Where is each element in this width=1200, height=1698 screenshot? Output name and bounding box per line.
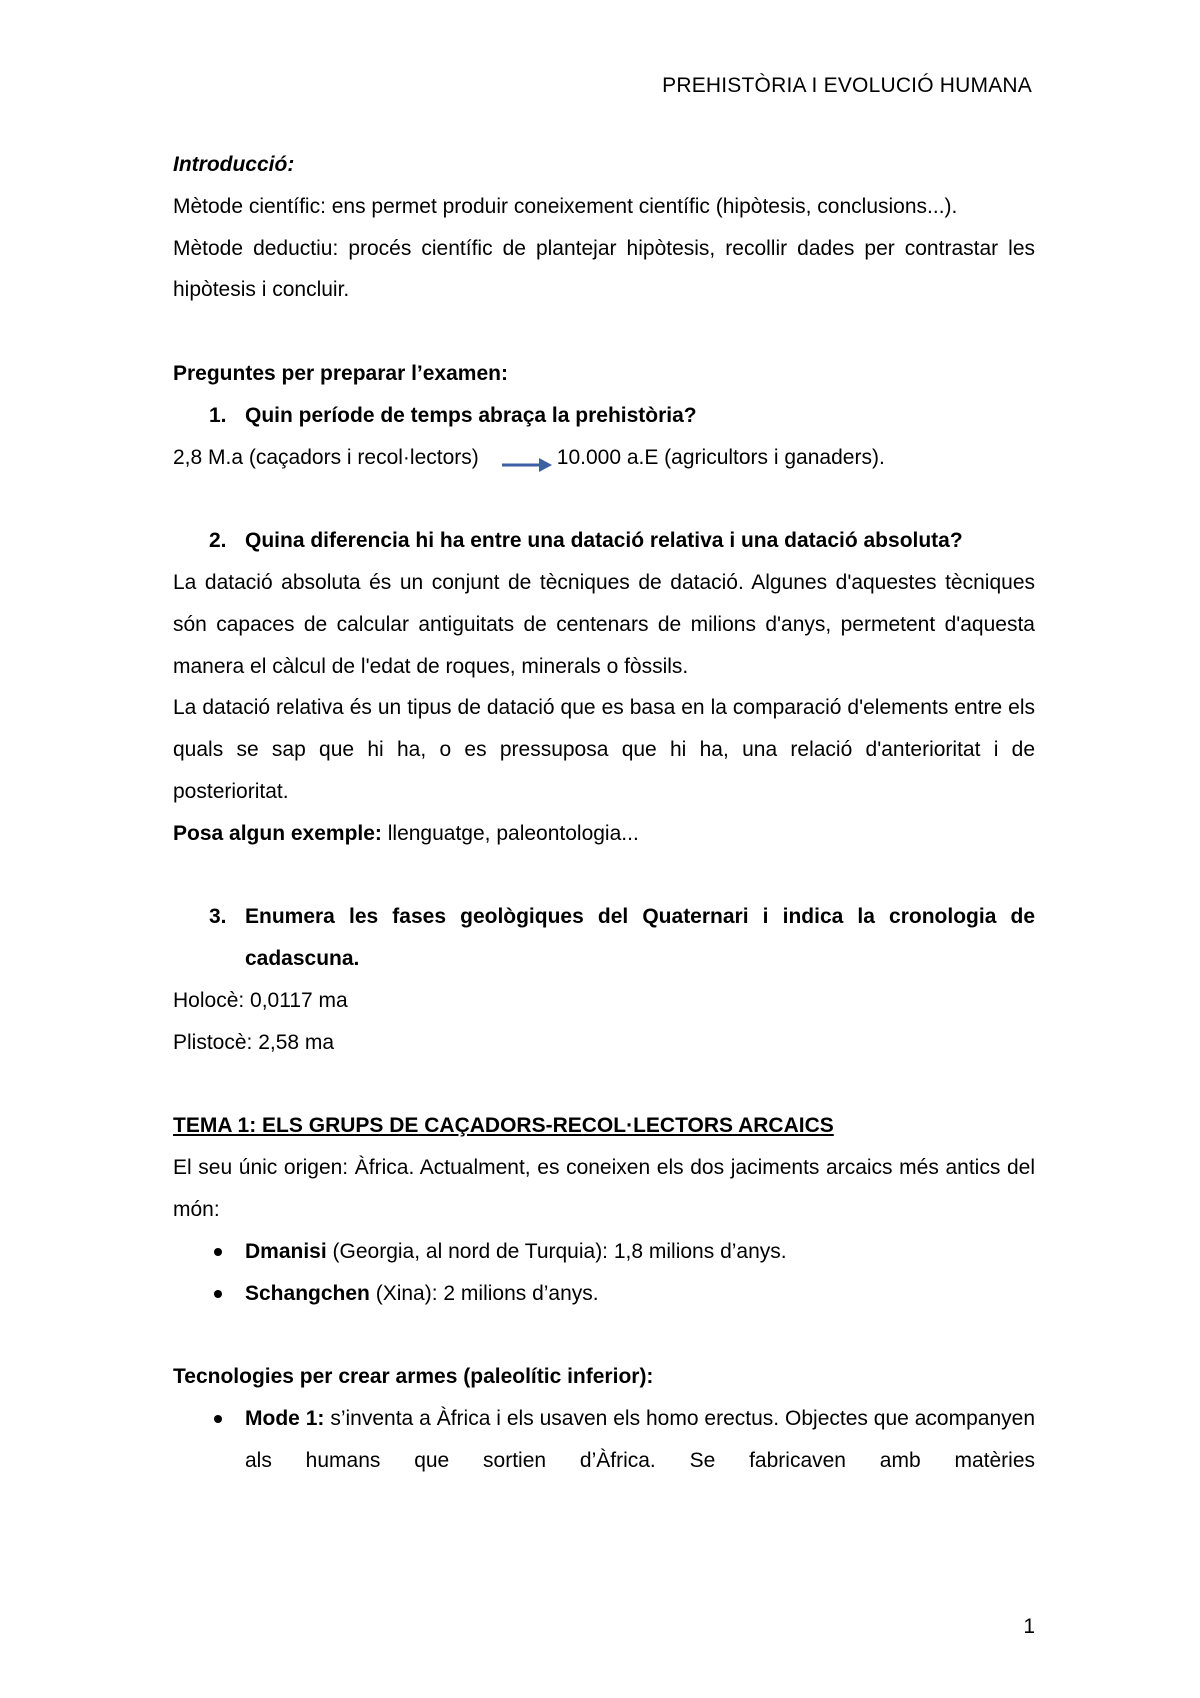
question-2 <box>173 520 1035 562</box>
tema-1-title: TEMA 1: ELS GRUPS DE CAÇADORS-RECOL·LECTORS ARCAICS <box>173 1114 834 1138</box>
site-detail: (Georgia, al nord de Turquia): 1,8 milions d’anys. <box>326 1239 787 1263</box>
question-2-text: Quina diferencia hi ha entre una datació relativa i una datació absoluta? <box>245 529 963 553</box>
datacio-absoluta-paragraph: La datació absoluta és un conjunt de tècniques de datació. Algunes d'aquestes tècniques són capaces de calcular antiguitats de centenars de milions d'anys, permetent d'aquesta manera el càlcul de l'edat de roques, minerals o fòssils. <box>173 570 1035 678</box>
right-arrow-icon <box>501 448 553 468</box>
question-1-number: 1. <box>209 403 227 427</box>
question-3 <box>173 896 1035 980</box>
question-1-text: Quin període de temps abraça la prehistòria? <box>245 403 697 427</box>
holocene-line: Holocè: 0,0117 ma <box>173 988 348 1012</box>
mode-name: Mode 1: <box>245 1406 325 1430</box>
site-detail: (Xina): 2 milions d’anys. <box>369 1281 599 1305</box>
answer-1-start: 2,8 M.a (caçadors i recol·lectors) <box>173 445 479 469</box>
intro-heading: Introducció: <box>173 153 295 176</box>
question-1 <box>173 395 1035 437</box>
tema-1-intro: El seu únic origen: Àfrica. Actualment, es coneixen els dos jaciments arcaics més antics del món: <box>173 1156 1035 1221</box>
bullet-icon <box>173 1398 245 1482</box>
example-line <box>173 813 1035 855</box>
metode-deductiu-paragraph: Mètode deductiu: procés científic de plantejar hipòtesis, recollir dades per contrastar les hipòtesis i concluir. <box>173 236 1035 302</box>
pleistocene-line: Plistocè: 2,58 ma <box>173 1030 335 1054</box>
question-2-number: 2. <box>209 529 227 553</box>
running-header: PREHISTÒRIA I EVOLUCIÓ HUMANA <box>662 74 1032 97</box>
example-label: Posa algun exemple: <box>173 821 382 845</box>
example-text: llenguatge, paleontologia... <box>381 821 639 845</box>
bullet-icon <box>173 1231 245 1273</box>
datacio-relativa-paragraph: La datació relativa és un tipus de datació que es basa en la comparació d'elements entre els quals se sap que hi ha, o es pressuposa que hi ha, una relació d'anterioritat i de posterioritat. <box>173 696 1035 803</box>
question-3-text: Enumera les fases geològiques del Quaternari i indica la cronologia de cadascuna. <box>245 905 1035 971</box>
site-name: Schangchen <box>245 1281 370 1305</box>
list-item <box>173 1273 1035 1315</box>
metode-cientific-paragraph: Mètode científic: ens permet produir coneixement científic (hipòtesis, conclusions...). <box>173 194 958 218</box>
mode-detail: s’inventa a Àfrica i els usaven els homo erectus. Objectes que acompanyen als humans que sortien d’Àfrica. Se fabricaven amb matèries <box>245 1406 1036 1472</box>
question-3-number: 3. <box>209 905 227 929</box>
question-1-answer <box>173 437 1035 479</box>
tech-heading: Tecnologies per crear armes (paleolític inferior): <box>173 1365 654 1389</box>
list-item <box>173 1231 1035 1273</box>
list-item <box>173 1398 1035 1482</box>
answer-1-end: 10.000 a.E (agricultors i ganaders). <box>556 445 885 469</box>
bullet-icon <box>173 1273 245 1315</box>
questions-heading: Preguntes per preparar l’examen: <box>173 361 508 385</box>
page-number: 1 <box>1023 1615 1035 1638</box>
document-body <box>173 144 1035 1482</box>
site-name: Dmanisi <box>245 1239 327 1263</box>
